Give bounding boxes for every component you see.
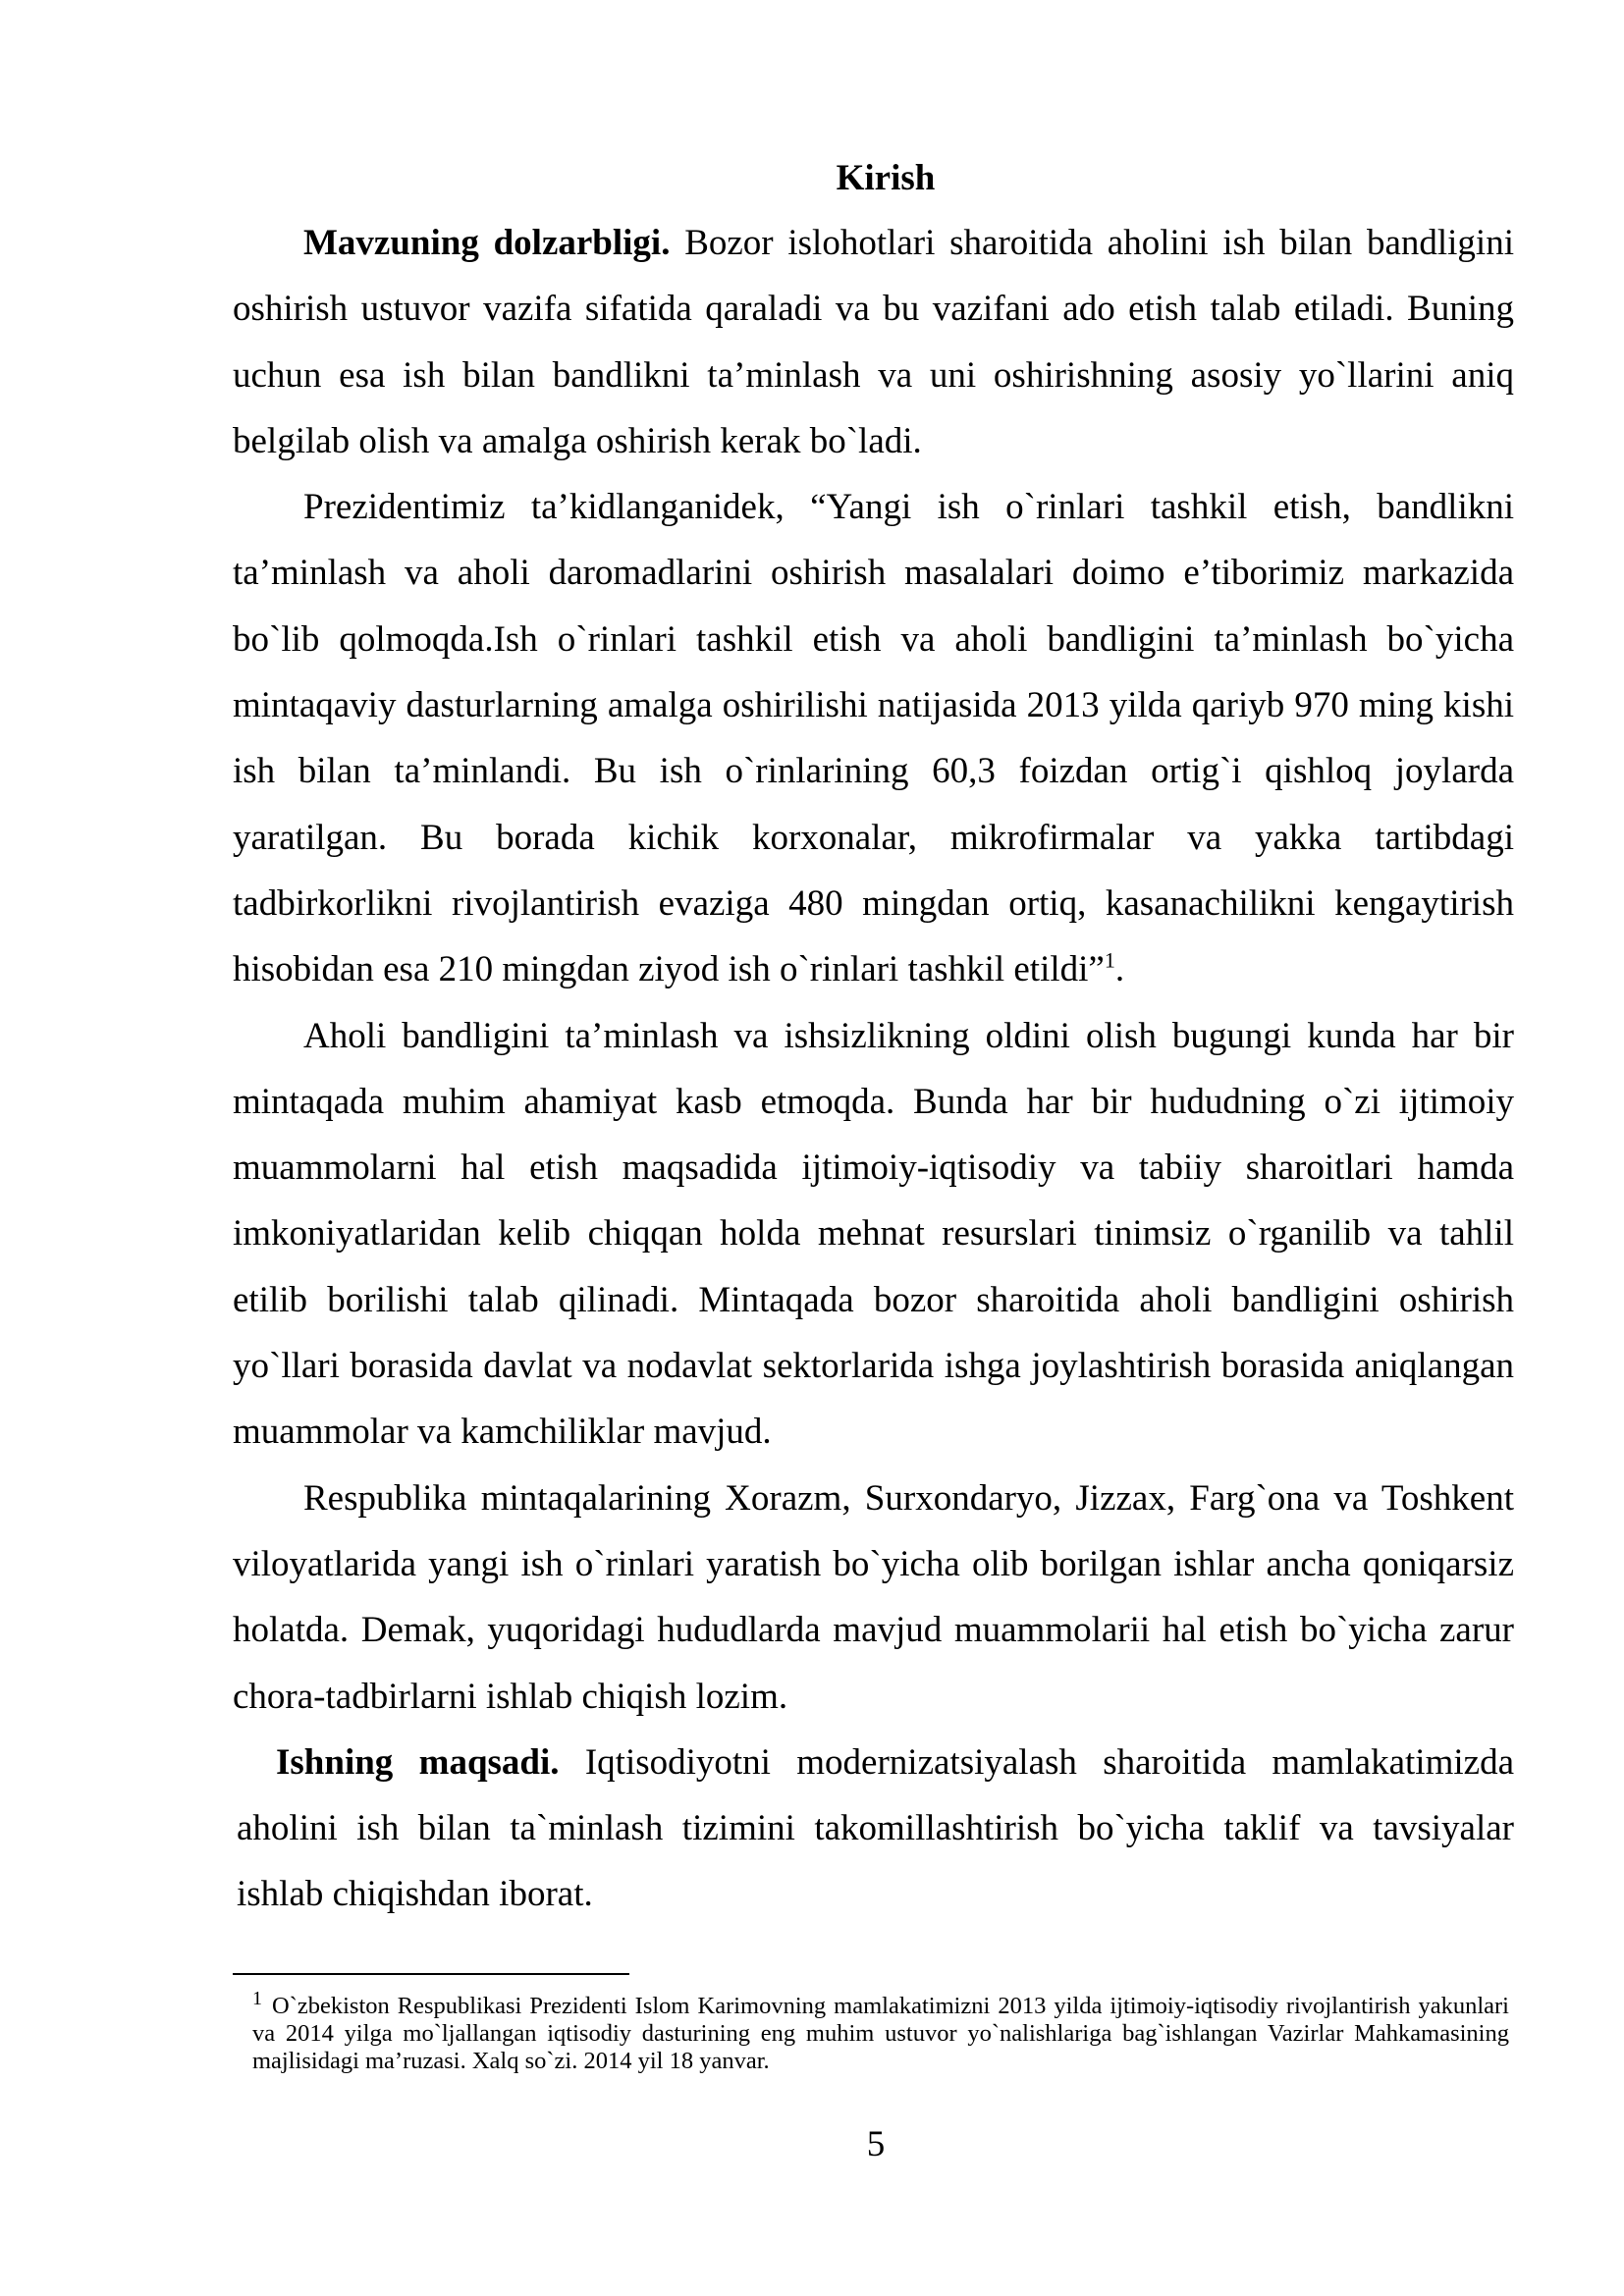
footnote-text: O`zbekiston Respublikasi Prezidenti Islom Karimovning mamlakatimizni 2013 yilda ijtimoiy-iqtisodiy rivojlantirish yakunlari va 2014 yilga mo`ljallangan iqtisodiy dasturining eng muhim ustuvor yo`nalishlariga bag`ishlangan Vazirlar Mahkamasining majlisidagi ma’ruzasi. Xalq so`zi. 2014 yil 18 yanvar. — [252, 1993, 1509, 2074]
footnote-divider — [233, 1973, 629, 1975]
footnote-number: 1 — [252, 1987, 262, 2009]
paragraph-regions: Respublika mintaqalarining Xorazm, Surxondaryo, Jizzax, Farg`ona va Toshkent viloyatlarida yangi ish o`rinlari yaratish bo`yicha olib borilgan ishlar ancha qoniqarsiz holatda. Demak, yuqoridagi hududlarda mavjud muammolarii hal etish bo`yicha zarur chora-tadbirlarni ishlab chiqish lozim. — [233, 1477, 1514, 1717]
footnote — [252, 1987, 1509, 2075]
paragraph-president-quote — [233, 474, 1514, 1002]
page-number: 5 — [866, 2124, 886, 2164]
section-heading: Kirish — [836, 158, 936, 198]
goal-label: Ishning maqsadi. — [276, 1741, 560, 1783]
goal-text: Iqtisodiyotni modernizatsiyalash sharoitida mamlakatimizda aholini ish bilan ta`minlash tizimini takomillashtirish bo`yicha taklif va tavsiyalar ishlab chiqishdan iborat. — [237, 1741, 1514, 1915]
footnote-reference[interactable]: 1 — [1104, 947, 1115, 973]
paragraph-employment: Aholi bandligini ta’minlash va ishsizlikning oldini olish bugungi kunda har bir mintaqada muhim ahamiyat kasb etmoqda. Bunda har bir hududning o`zi ijtimoiy muammolarni hal etish maqsadida ijtimoiy-iqtisodiy va tabiiy sharoitlari hamda imkoniyatlaridan kelib chiqqan holda mehnat resurslari tinimsiz o`rganilib va tahlil etilib borilishi talab qilinadi. Mintaqada bozor sharoitida aholi bandligini oshirish yo`llari borasida davlat va nodavlat sektorlarida ishga joylashtirish borasida aniqlangan muammolar va kamchiliklar mavjud. — [233, 1015, 1514, 1453]
quote-end: . — [1114, 949, 1125, 990]
relevance-label: Mavzuning dolzarbligi. — [303, 223, 671, 263]
paragraph-goal — [233, 1730, 1514, 1928]
paragraph-relevance — [233, 210, 1514, 474]
quote-text: Prezidentimiz ta’kidlanganidek, “Yangi ish o`rinlari tashkil etish, bandlikni ta’minlash va aholi daromadlarini oshirish masalalari doimo e’tiborimiz markazida bo`lib qolmoqda.Ish o`rinlari tashkil etish va aholi bandligini ta’minlash bo`yicha mintaqaviy dasturlarning amalga oshirilishi natijasida 2013 yilda qariyb 970 ming kishi ish bilan ta’minlandi. Bu ish o`rinlarining 60,3 foizdan ortig`i qishloq joylarda yaratilgan. Bu borada kichik korxonalar, mikrofirmalar va yakka tartibdagi tadbirkorlikni rivojlantirish evaziga 480 mingdan ortiq, kasanachilikni kengaytirish hisobidan esa 210 mingdan ziyod ish o`rinlari tashkil etildi” — [233, 487, 1514, 990]
relevance-text: Bozor islohotlari sharoitida aholini ish bilan bandligini oshirish ustuvor vazifa sifatida qaraladi va bu vazifani ado etish talab etiladi. Buning uchun esa ish bilan bandlikni ta’minlash va uni oshirishning asosiy yo`llarini aniq belgilab olish va amalga oshirish kerak bo`ladi. — [233, 223, 1514, 461]
page-body — [233, 147, 1514, 1928]
